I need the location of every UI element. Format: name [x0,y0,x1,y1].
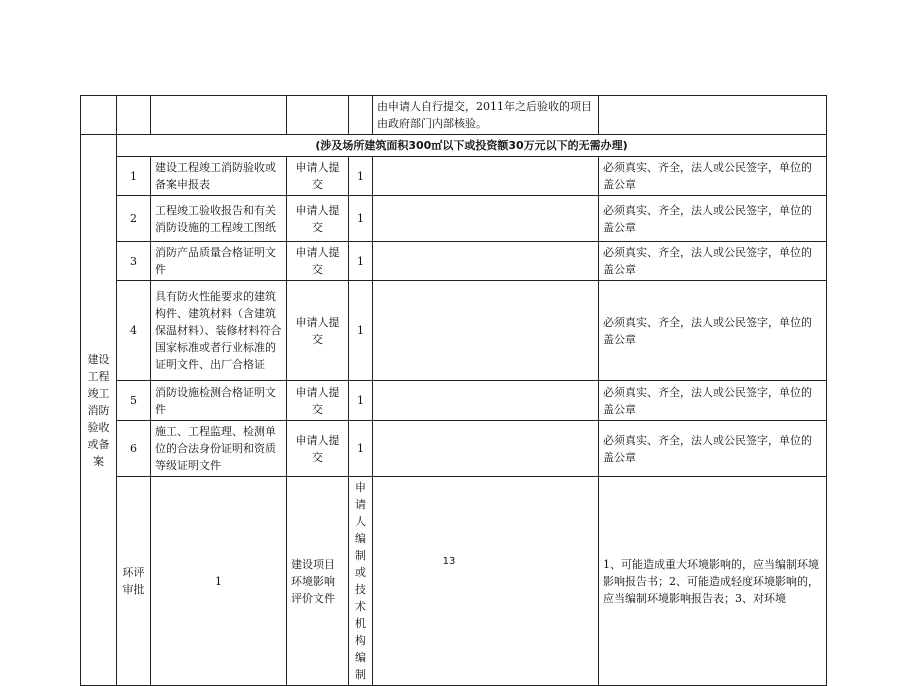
top-row-source-cell [287,96,349,135]
env-material-copies [373,477,599,686]
table-row [81,421,827,477]
section-heading: (涉及场所建筑面积300㎡以下或投资额30万元以下的无需办理) [117,135,827,157]
material-source: 申请人提交 [287,381,349,421]
page-number: 13 [442,556,456,567]
top-row-category-cell [81,96,117,135]
material-remark: 必须真实、齐全，法人或公民签字，单位的盖公章 [599,421,827,477]
material-name: 工程竣工验收报告和有关消防设施的工程竣工图纸 [151,196,287,242]
material-description [373,157,599,196]
top-row-num-cell [117,96,151,135]
material-remark: 必须真实、齐全，法人或公民签字，单位的盖公章 [599,196,827,242]
table-row [81,381,827,421]
section-heading-row [81,135,827,157]
env-material-source: 申请人编制或技术机构编制 [349,477,373,686]
material-source: 申请人提交 [287,196,349,242]
material-remark: 必须真实、齐全，法人或公民签字，单位的盖公章 [599,242,827,281]
material-description [373,281,599,381]
material-name: 建设工程竣工消防验收或备案申报表 [151,157,287,196]
top-row [81,96,827,135]
table-row [81,281,827,381]
env-row-number: 1 [151,477,287,686]
material-source: 申请人提交 [287,157,349,196]
row-number: 1 [117,157,151,196]
material-description [373,196,599,242]
row-number: 5 [117,381,151,421]
row-number: 6 [117,421,151,477]
material-copies: 1 [349,196,373,242]
table-row [81,196,827,242]
material-source: 申请人提交 [287,281,349,381]
material-copies: 1 [349,242,373,281]
materials-table [80,95,827,686]
material-source: 申请人提交 [287,421,349,477]
env-category-label: 环评审批 [117,477,151,686]
material-remark: 必须真实、齐全，法人或公民签字，单位的盖公章 [599,157,827,196]
material-copies: 1 [349,421,373,477]
row-number: 3 [117,242,151,281]
row-number: 4 [117,281,151,381]
table-row [81,157,827,196]
material-remark: 必须真实、齐全，法人或公民签字，单位的盖公章 [599,281,827,381]
material-source: 申请人提交 [287,242,349,281]
row-number: 2 [117,196,151,242]
env-row [81,477,827,686]
material-description [373,421,599,477]
table-row [81,242,827,281]
top-row-remark-cell [599,96,827,135]
material-copies: 1 [349,157,373,196]
material-name: 具有防火性能要求的建筑构件、建筑材料（含建筑保温材料）、装修材料符合国家标准或者行业标准的证明文件、出厂合格证 [151,281,287,381]
env-material-description: 1、可能造成重大环境影响的，应当编制环境影响报告书；2、可能造成轻度环境影响的，应当编制环境影响报告表；3、对环境 [599,477,827,686]
material-name: 施工、工程监理、检测单位的合法身份证明和资质等级证明文件 [151,421,287,477]
material-copies: 1 [349,381,373,421]
material-remark: 必须真实、齐全，法人或公民签字，单位的盖公章 [599,381,827,421]
material-description [373,242,599,281]
material-name: 消防产品质量合格证明文件 [151,242,287,281]
category-label: 建设工程竣工消防验收或备案 [81,135,117,686]
top-row-description: 由申请人自行提交，2011年之后验收的项目由政府部门内部核验。 [373,96,599,135]
material-name: 消防设施检测合格证明文件 [151,381,287,421]
top-row-name-cell [151,96,287,135]
env-material-name: 建设项目环境影响评价文件 [287,477,349,686]
top-row-copies-cell [349,96,373,135]
material-copies: 1 [349,281,373,381]
material-description [373,381,599,421]
